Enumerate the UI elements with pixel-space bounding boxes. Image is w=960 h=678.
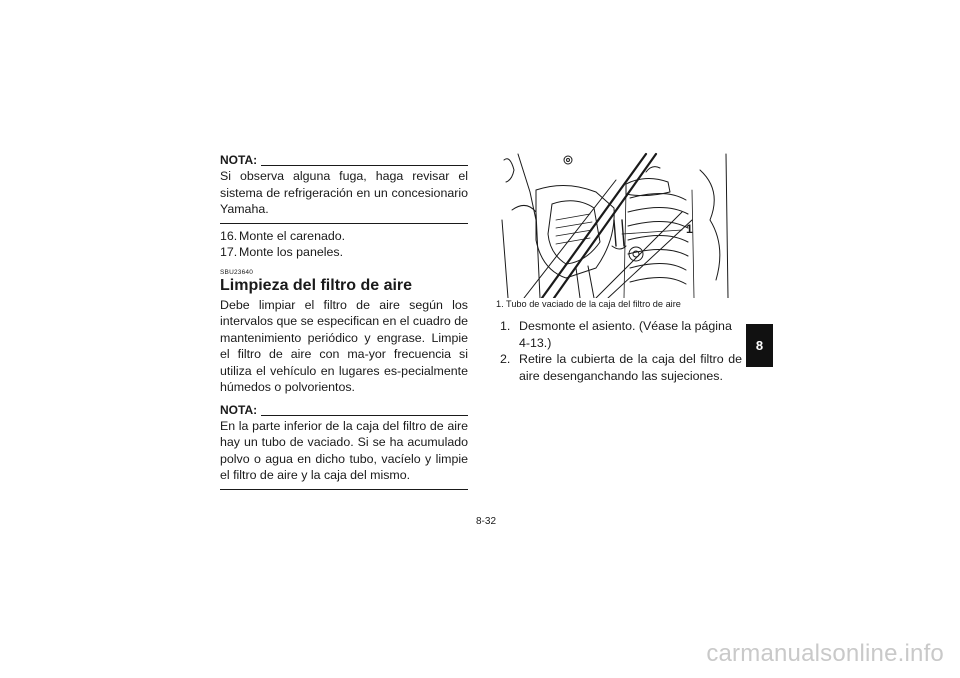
page-number: 8-32 [475,516,496,527]
callout-number: 1 [686,222,693,236]
nota-text: En la parte inferior de la caja del filtro de aire hay un tubo de vaciado. Si se ha acumulado polvo o agua en dicho tubo, vacíelo y limpie el filtro de aire y la caja del mismo. [220,418,468,482]
watermark: carmanualsonline.info [706,640,944,667]
steps-list [220,228,468,261]
nota-rule [261,165,468,166]
nota-header [220,402,468,416]
chapter-tab: 8 [746,324,773,367]
list-item: 16. Monte el carenado. [220,228,346,243]
section-heading: Limpieza del filtro de aire [220,276,413,294]
list-item: 17. Monte los paneles. [220,245,344,259]
list-item: 2. Retire la cubierta de la caja del filtro de aire desenganchando las sujeciones. [500,352,742,383]
left-column [220,152,468,490]
nota-end-rule [220,223,468,224]
nota-header [220,152,468,166]
nota-label: NOTA: [220,402,258,417]
list-item: 1. Desmonte el asiento. (Véase la página 4-13.) [500,319,732,350]
illustration [496,150,736,298]
figure-caption: 1. Tubo de vaciado de la caja del filtro de aire [496,299,681,309]
nota-end-rule [220,489,468,490]
section-code: SBU23640 [220,268,254,276]
nota-rule [261,415,468,416]
right-steps [500,318,742,384]
nota-label: NOTA: [220,153,258,167]
nota-text: Si observa alguna fuga, haga revisar el sistema de refrigeración en un concesionario Yamaha. [220,169,468,216]
section-paragraph: Debe limpiar el filtro de aire según los intervalos que se especifican en el cuadro de mantenimiento periódico y engrase. Limpie el filtro de aire con ma-yor frecuencia si utiliza el vehículo en lugares es-pecialmente húmedos o polvorientos. [220,297,468,394]
